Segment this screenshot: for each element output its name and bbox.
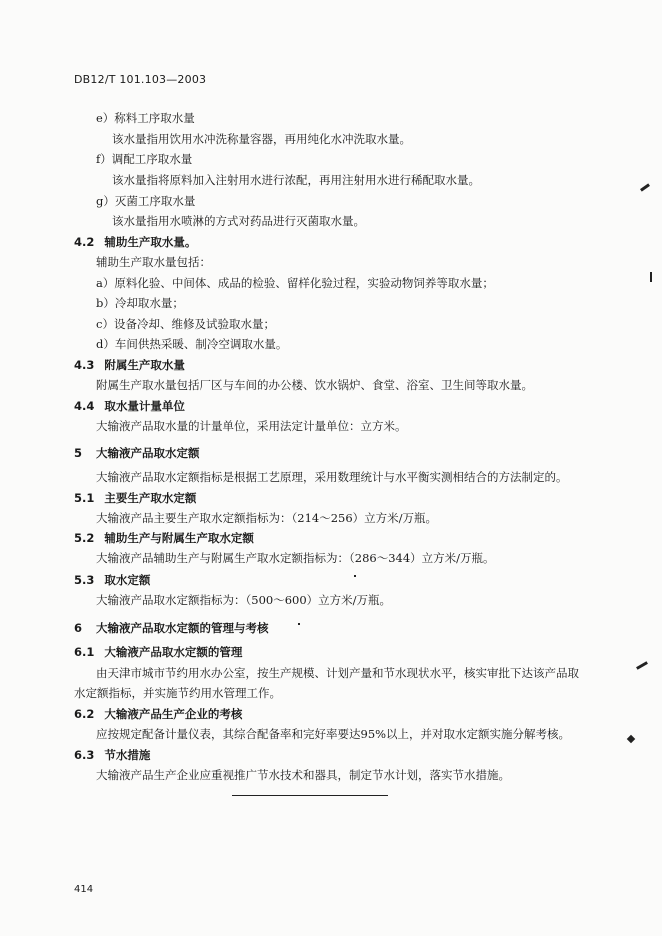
section-title: 大输液产品取水定额: [96, 446, 200, 460]
end-divider-line: [232, 795, 388, 796]
item-f-title: f）调配工序取水量: [96, 152, 193, 166]
scan-speck: [636, 661, 648, 670]
document-code: DB12/T 101.103—2003: [74, 73, 207, 86]
section-5-2-body: 大输液产品辅助生产与附属生产取水定额指标为：（286～344）立方米/万瓶。: [96, 551, 495, 565]
scan-speck: [298, 623, 300, 625]
section-title: 辅助生产与附属生产取水定额: [104, 531, 254, 545]
section-number: 5: [74, 446, 83, 460]
section-6-2-heading: [74, 706, 242, 722]
section-6-2-body: 应按规定配备计量仪表，其综合配备率和完好率要达95%以上，并对取水定额实施分解考核。: [96, 727, 571, 741]
section-title: 大输液产品取水定额的管理: [104, 645, 243, 659]
item-f-body: 该水量指将原料加入注射用水进行浓配，再用注射用水进行稀配取水量。: [112, 173, 480, 187]
section-number: 4.3: [74, 358, 95, 372]
section-5-body: 大输液产品取水定额指标是根据工艺原理，采用数理统计与水平衡实测相结合的方法制定的。: [96, 470, 568, 484]
section-number: 4.2: [74, 235, 95, 249]
section-5-3-body: 大输液产品取水定额指标为：（500～600）立方米/万瓶。: [96, 593, 392, 607]
item-g-body: 该水量指用水喷淋的方式对药品进行灭菌取水量。: [112, 214, 365, 228]
section-4-2-item-a: a）原料化验、中间体、成品的检验、留样化验过程，实验动物饲养等取水量；: [96, 276, 494, 290]
section-4-2-item-d: d）车间供热采暖、制冷空调取水量。: [96, 337, 288, 351]
section-6-heading: [74, 620, 269, 636]
section-6-1-body-line2: 水定额指标，并实施节约用水管理工作。: [74, 686, 281, 700]
section-5-3-heading: [74, 572, 150, 588]
section-4-4-body: 大输液产品取水量的计量单位，采用法定计量单位：立方米。: [96, 419, 407, 433]
section-title: 附属生产取水量: [104, 358, 185, 372]
section-4-2-item-b: b）冷却取水量；: [96, 296, 184, 310]
section-number: 5.3: [74, 573, 95, 587]
section-title: 取水量计量单位: [104, 399, 185, 413]
section-4-2-body: 辅助生产取水量包括：: [96, 255, 211, 269]
item-g-title: g）灭菌工序取水量: [96, 194, 196, 208]
page-number: 414: [74, 884, 94, 895]
section-title: 取水定额: [104, 573, 151, 587]
section-title: 辅助生产取水量。: [104, 235, 197, 249]
section-6-1-heading: [74, 644, 242, 660]
section-number: 6.1: [74, 645, 95, 659]
scan-speck: [354, 575, 356, 577]
item-e-body: 该水量指用饮用水冲洗称量容器，再用纯化水冲洗取水量。: [112, 132, 411, 146]
section-4-2-item-c: c）设备冷却、维修及试验取水量；: [96, 317, 275, 331]
section-5-2-heading: [74, 530, 254, 546]
scan-speck: [627, 735, 635, 743]
section-title: 主要生产取水定额: [104, 491, 197, 505]
section-6-3-heading: [74, 747, 150, 763]
section-4-3-body: 附属生产取水量包括厂区与车间的办公楼、饮水锅炉、食堂、浴室、卫生间等取水量。: [96, 378, 533, 392]
section-5-1-body: 大输液产品主要生产取水定额指标为：（214～256）立方米/万瓶。: [96, 511, 438, 525]
section-number: 5.1: [74, 491, 95, 505]
section-4-2-heading: [74, 234, 196, 250]
section-4-4-heading: [74, 398, 185, 414]
section-5-heading: [74, 445, 200, 461]
section-number: 5.2: [74, 531, 95, 545]
section-title: 节水措施: [104, 748, 151, 762]
section-title: 大输液产品生产企业的考核: [104, 707, 243, 721]
section-6-1-body-line1: 由天津市城市节约用水办公室，按生产规模、计划产量和节水现状水平，核实审批下达该产品取: [96, 666, 579, 680]
section-number: 6: [74, 621, 83, 635]
section-number: 6.2: [74, 707, 95, 721]
section-4-3-heading: [74, 357, 185, 373]
section-6-3-body: 大输液产品生产企业应重视推广节水技术和器具，制定节水计划，落实节水措施。: [96, 768, 510, 782]
section-number: 6.3: [74, 748, 95, 762]
scan-speck: [640, 183, 650, 191]
section-5-1-heading: [74, 490, 196, 506]
item-e-title: e）称料工序取水量: [96, 111, 195, 125]
section-number: 4.4: [74, 399, 95, 413]
section-title: 大输液产品取水定额的管理与考核: [96, 621, 269, 635]
scan-speck: [650, 272, 652, 282]
